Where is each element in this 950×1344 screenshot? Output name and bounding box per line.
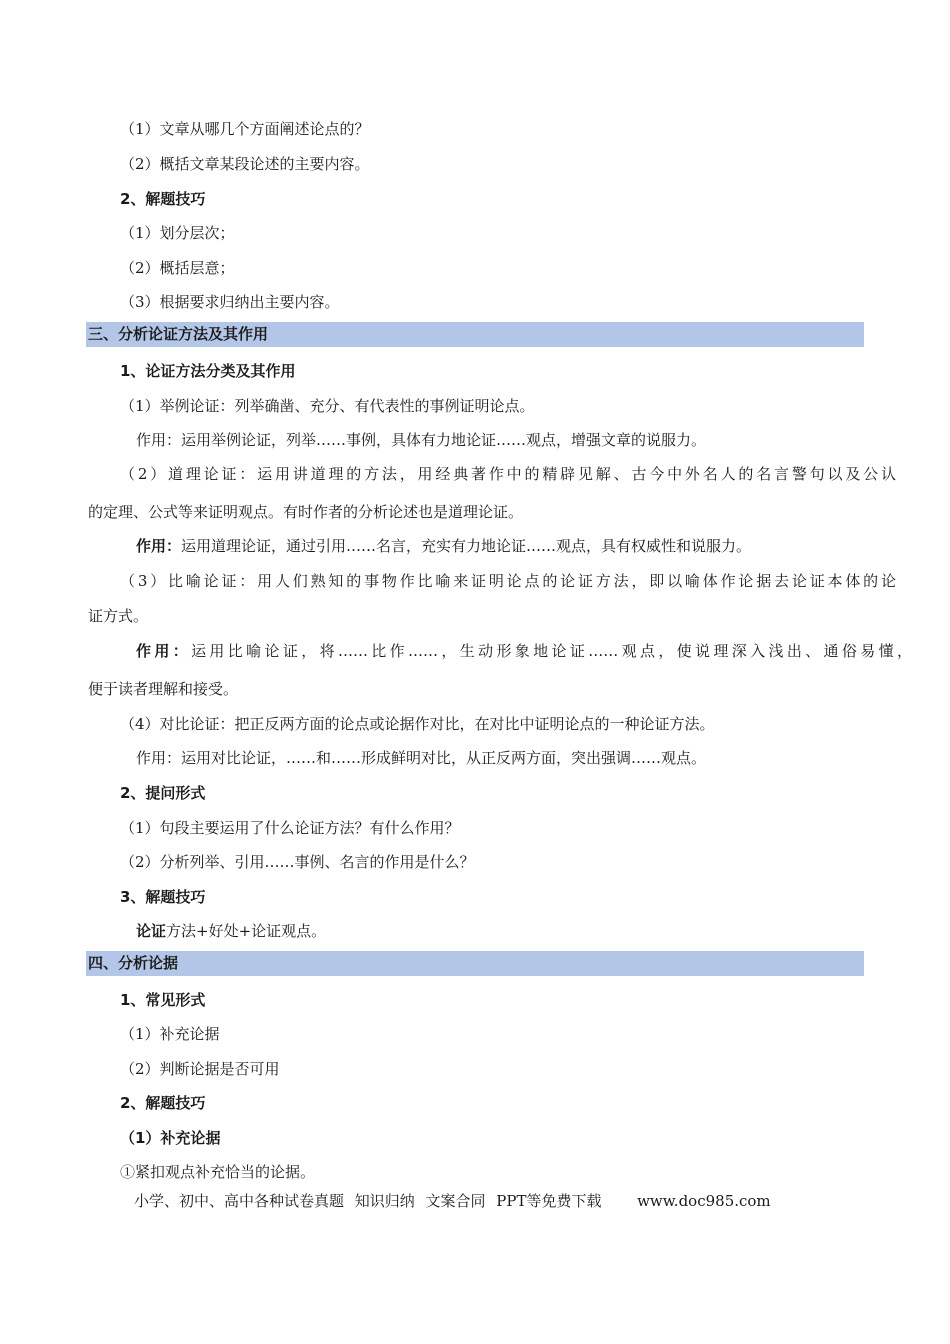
subheading-common-forms: 1、常见形式 [120, 991, 206, 1009]
tip-item-2: （2）概括层意； [120, 259, 235, 277]
footer-text: 小学、初中、高中各种试卷真题 知识归纳 文案合同 PPT等免费下载 [134, 1192, 602, 1210]
question-form-1: （1）文章从哪几个方面阐述论点的？ [120, 120, 370, 138]
ask-item-1: （1）句段主要运用了什么论证方法？有什么作用？ [120, 819, 460, 837]
method-metaphor-effect-line1 [88, 641, 912, 661]
subheading-question-forms: 2、提问形式 [120, 784, 206, 802]
question-form-2: （2）概括文章某段论述的主要内容。 [120, 155, 370, 173]
method-reasoning-effect [88, 536, 912, 556]
method-reasoning-line2: 的定理、公式等来证明观点。有时作者的分析论述也是道理论证。 [88, 503, 524, 521]
formula-bold: 论证 [136, 922, 167, 940]
effect-text: 运用比喻论证，将……比作……，生动形象地论证……观点，使说理深入浅出、通俗易懂， [191, 642, 912, 660]
method-metaphor-effect-line2: 便于读者理解和接受。 [88, 680, 239, 698]
form-item-1: （1）补充论据 [120, 1025, 220, 1043]
subheading-solving-tips-3: 3、解题技巧 [120, 888, 206, 906]
tip-item-1: （1）划分层次； [120, 224, 235, 242]
footer-url[interactable]: www.doc985.com [637, 1192, 771, 1210]
method-example-effect: 作用：运用举例论证，列举……事例，具体有力地论证……观点，增强文章的说服力。 [136, 431, 707, 449]
method-example: （1）举例论证：列举确凿、充分、有代表性的事例证明论点。 [120, 397, 535, 415]
ask-item-2: （2）分析列举、引用……事例、名言的作用是什么？ [120, 853, 475, 871]
effect-label: 作用： [136, 642, 192, 660]
section-heading-4: 四、分析论据 [86, 951, 864, 976]
section-heading-3: 三、分析论证方法及其作用 [86, 322, 864, 347]
tip-item-3: （3）根据要求归纳出主要内容。 [120, 293, 340, 311]
method-metaphor-line1: （3）比喻论证：用人们熟知的事物作比喻来证明论点的论证方法，即以喻体作论据去论证本体的论 [120, 572, 896, 590]
subheading-methods: 1、论证方法分类及其作用 [120, 362, 296, 380]
method-contrast-effect: 作用：运用对比论证，……和……形成鲜明对比，从正反两方面，突出强调……观点。 [136, 749, 707, 767]
page-footer [134, 1191, 771, 1211]
form-item-2: （2）判断论据是否可用 [120, 1060, 280, 1078]
answer-formula [88, 921, 912, 941]
tip-supplement-1: ①紧扣观点补充恰当的论据。 [120, 1163, 316, 1181]
method-reasoning-line1: （2）道理论证：运用讲道理的方法，用经典著作中的精辟见解、古今中外名人的名言警句以及公认 [120, 465, 896, 483]
effect-label: 作用： [136, 537, 182, 555]
method-metaphor-line2: 证方式。 [88, 607, 149, 625]
formula-text: 方法+好处+论证观点。 [166, 922, 327, 940]
method-contrast: （4）对比论证：把正反两方面的论点或论据作对比，在对比中证明论点的一种论证方法。 [120, 715, 715, 733]
subheading-solving-tips: 2、解题技巧 [120, 190, 206, 208]
effect-text: 运用道理论证，通过引用……名言，充实有力地论证……观点，具有权威性和说服力。 [181, 537, 752, 555]
tip-heading-supplement: （1）补充论据 [120, 1129, 221, 1147]
subheading-solving-tips-4: 2、解题技巧 [120, 1094, 206, 1112]
